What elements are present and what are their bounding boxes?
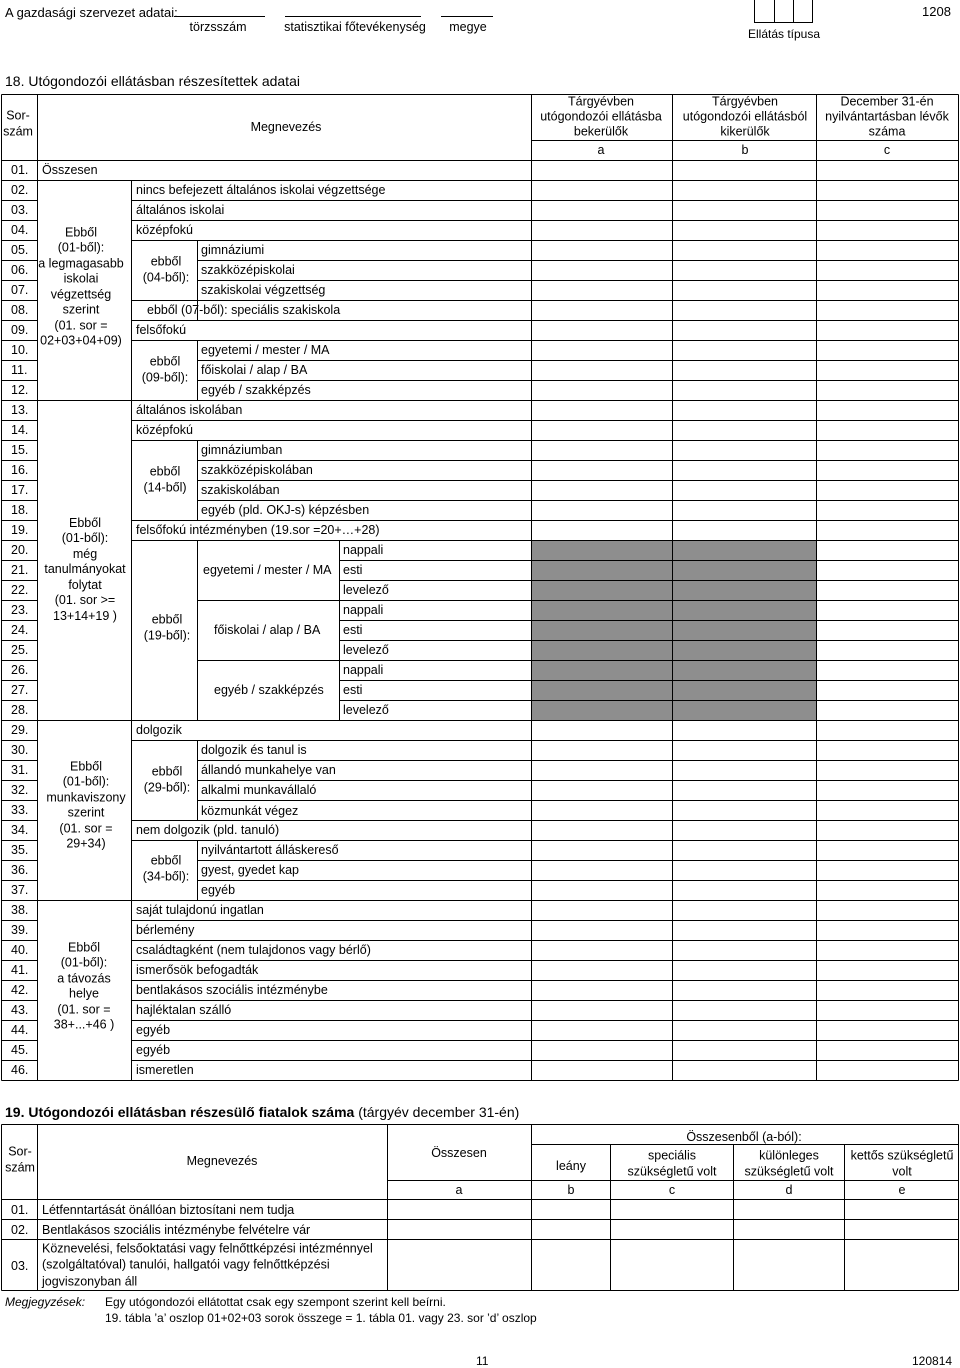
- grp-egyeb: egyéb / szakképzés: [214, 682, 324, 697]
- r06-label: szakközépiskolai: [201, 262, 295, 277]
- t19-row-02-no: 02.: [11, 1222, 29, 1237]
- r34-label: nem dolgozik (pld. tanuló): [136, 822, 280, 837]
- mode-label: esti: [343, 622, 363, 637]
- mode-label: esti: [343, 562, 363, 577]
- form-number: 1208: [922, 4, 951, 19]
- t19-col-e: kettős szükségletű volt: [850, 1148, 954, 1178]
- row-number: 14.: [11, 422, 29, 437]
- ebbol-34: ebből (34-ből):: [142, 853, 190, 883]
- t19-letter-e: e: [898, 1182, 906, 1197]
- r12-label: egyéb / szakképzés: [201, 382, 311, 397]
- row-number: 30.: [11, 742, 29, 757]
- row-number: 29.: [11, 722, 29, 737]
- mode-label: nappali: [343, 542, 384, 557]
- t18-letter-c: c: [883, 142, 891, 157]
- r29-label: dolgozik: [136, 722, 182, 737]
- ebbol-09: ebből (09-ből):: [141, 354, 189, 384]
- row-number: 11.: [11, 362, 28, 377]
- r08-label: ebből (07-ből): speciális szakiskola: [147, 302, 341, 317]
- t19-col-c: speciális szükségletű volt: [627, 1148, 717, 1178]
- row-number: 07.: [11, 282, 29, 297]
- row-number: 42.: [11, 982, 29, 997]
- r36-label: gyest, gyedet kap: [201, 862, 299, 877]
- row-number: 20.: [11, 542, 29, 557]
- r04-label: középfokú: [136, 222, 193, 237]
- row-number: 46.: [11, 1062, 29, 1077]
- t18-col-sor: Sor- szám: [3, 108, 33, 138]
- grp-egyetemi: egyetemi / mester / MA: [203, 562, 332, 577]
- notes-label: Megjegyzések:: [5, 1295, 86, 1309]
- mode-label: levelező: [343, 702, 389, 717]
- group2-label: Ebből (01-ből): még tanulmányokat folytat (01. sor >= 13+14+19 ): [44, 515, 126, 623]
- t19-col-group: Összesenből (a-ból):: [686, 1129, 802, 1144]
- r03-label: általános iskolai: [136, 202, 225, 217]
- r01-osszesen: Összesen: [42, 162, 98, 177]
- row-number: 28.: [11, 702, 29, 717]
- table19-title: 19. Utógondozói ellátásban részesülő fiatalok száma (tárgyév december 31-én): [5, 1104, 520, 1120]
- r37-label: egyéb: [201, 882, 236, 897]
- r09-label: felsőfokú: [136, 322, 187, 337]
- r30-label: dolgozik és tanul is: [201, 742, 307, 757]
- row-number: 41.: [11, 962, 29, 977]
- r43-label: hajléktalan szálló: [136, 1002, 232, 1017]
- r44-label: egyéb: [136, 1022, 171, 1037]
- row-number: 06.: [11, 262, 29, 277]
- r10-label: egyetemi / mester / MA: [201, 342, 330, 357]
- t19-col-d: különleges szükségletű volt: [744, 1148, 834, 1178]
- table18-title: 18. Utógondozói ellátásban részesítettek adatai: [5, 73, 300, 89]
- row-number: 26.: [11, 662, 29, 677]
- r45-label: egyéb: [136, 1042, 171, 1057]
- t19-row-01-label: Létfenntartását önállóan biztosítani nem tudja: [42, 1202, 295, 1217]
- t18-letter-b: b: [741, 142, 749, 157]
- row-number: 04.: [11, 222, 29, 237]
- ellatas-tipusa-label: Ellátás típusa: [747, 27, 821, 41]
- row-number: 21.: [11, 562, 29, 577]
- row-number: 24.: [11, 622, 29, 637]
- r05-label: gimnáziumi: [201, 242, 265, 257]
- group3-label: Ebből (01-ből): munkaviszony szerint (01. sor = 29+34): [46, 759, 126, 851]
- row-number: 32.: [11, 782, 29, 797]
- row-number: 01.: [11, 162, 29, 177]
- r46-label: ismeretlen: [136, 1062, 194, 1077]
- notes-line2: 19. tábla ’a’ oszlop 01+02+03 sorok összege = 1. tábla 01. vagy 23. sor ’d’ oszlop: [105, 1311, 537, 1325]
- mode-label: levelező: [343, 582, 389, 597]
- mode-label: levelező: [343, 642, 389, 657]
- t19-row-03-label: Köznevelési, felsőoktatási vagy felnőttképzési intézménnyel (szolgáltatóval) tanulói, hallgatói vagy felnőttképzési jogviszonyban áll: [42, 1241, 373, 1289]
- r38-label: saját tulajdonú ingatlan: [136, 902, 264, 917]
- row-number: 44.: [11, 1022, 29, 1037]
- row-number: 08.: [11, 302, 29, 317]
- t19-letter-b: b: [567, 1182, 575, 1197]
- r42-label: bentlakásos szociális intézménybe: [136, 982, 328, 997]
- row-number: 36.: [11, 862, 29, 877]
- row-number: 19.: [11, 522, 29, 537]
- r15-label: gimnáziumban: [201, 442, 283, 457]
- t19-col-b: leány: [556, 1158, 586, 1173]
- row-number: 27.: [11, 682, 29, 697]
- r39-label: bérlemény: [136, 922, 195, 937]
- row-number: 10.: [11, 342, 29, 357]
- row-number: 13.: [11, 402, 29, 417]
- row-number: 23.: [11, 602, 29, 617]
- r40-label: családtagként (nem tulajdonos vagy bérlő): [136, 942, 371, 957]
- t18-col-b: Tárgyévben utógondozói ellátásból kikerülők: [682, 94, 808, 139]
- r33-label: közmunkát végez: [201, 803, 299, 818]
- row-number: 35.: [11, 842, 29, 857]
- row-number: 34.: [11, 822, 29, 837]
- r35-label: nyilvántartott álláskereső: [201, 842, 339, 857]
- t19-row-03-no: 03.: [11, 1258, 29, 1273]
- r07-label: szakiskolai végzettség: [201, 282, 326, 297]
- row-number: 40.: [11, 942, 29, 957]
- row-number: 37.: [11, 882, 29, 897]
- r41-label: ismerősök befogadták: [136, 962, 259, 977]
- row-number: 31.: [11, 762, 29, 777]
- row-number: 17.: [11, 482, 29, 497]
- t19-letter-c: c: [668, 1182, 676, 1197]
- row-number: 03.: [11, 202, 29, 217]
- ebbol-04: ebből (04-ből):: [142, 254, 190, 284]
- t18-col-c: December 31-én nyilvántartásban lévők száma: [825, 94, 949, 139]
- group4-label: Ebből (01-ből): a távozás helye (01. sor = 38+...+46 ): [53, 940, 115, 1032]
- r32-label: alkalmi munkavállaló: [201, 782, 317, 797]
- t19-letter-a: a: [455, 1182, 463, 1197]
- t19-letter-d: d: [785, 1182, 793, 1197]
- t19-col-sor: Sor- szám: [5, 1144, 35, 1174]
- t19-col-megnevezes: Megnevezés: [186, 1153, 258, 1168]
- ebbol-19: ebből (19-ből):: [143, 612, 191, 642]
- notes-line1: Egy utógondozói ellátottat csak egy szempont szerint kell beírni.: [105, 1295, 446, 1309]
- mode-label: nappali: [343, 662, 384, 677]
- mode-label: nappali: [343, 602, 384, 617]
- group1-label: Ebből (01-ből): a legmagasabb iskolai végzettség szerint (01. sor = 02+03+04+09): [38, 225, 124, 348]
- t19-col-osszesen: Összesen: [431, 1145, 487, 1160]
- row-number: 16.: [11, 462, 29, 477]
- row-number: 12.: [11, 382, 29, 397]
- row-number: 02.: [11, 182, 29, 197]
- row-number: 18.: [11, 502, 29, 517]
- mode-label: esti: [343, 682, 363, 697]
- t19-row-01-no: 01.: [11, 1202, 29, 1217]
- foteveknyseg-label: statisztikai főtevékenység: [284, 20, 426, 34]
- row-number: 39.: [11, 922, 29, 937]
- t18-letter-a: a: [597, 142, 605, 157]
- r13-label: általános iskolában: [136, 402, 243, 417]
- row-number: 33.: [11, 802, 29, 817]
- row-number: 15.: [11, 442, 29, 457]
- t18-col-megnevezes: Megnevezés: [250, 119, 322, 134]
- page-number: 11: [476, 1354, 489, 1368]
- r19-label: felsőfokú intézményben (19.sor =20+…+28): [136, 522, 380, 537]
- r17-label: szakiskolában: [201, 482, 280, 497]
- row-number: 38.: [11, 902, 29, 917]
- org-label: A gazdasági szervezet adatai:: [5, 5, 178, 20]
- row-number: 09.: [11, 322, 29, 337]
- row-number: 22.: [11, 582, 29, 597]
- megye-label: megye: [449, 20, 487, 34]
- row-number: 05.: [11, 242, 29, 257]
- row-number: 25.: [11, 642, 29, 657]
- row-number: 45.: [11, 1042, 29, 1057]
- grp-foiskolai: főiskolai / alap / BA: [214, 622, 321, 637]
- r18-label: egyéb (pld. OKJ-s) képzésben: [201, 502, 370, 517]
- r31-label: állandó munkahelye van: [201, 762, 336, 777]
- ebbol-29: ebből (29-ből):: [143, 764, 191, 794]
- r11-label: főiskolai / alap / BA: [201, 362, 308, 377]
- row-number: 43.: [11, 1002, 29, 1017]
- r02-label: nincs befejezett általános iskolai végzettsége: [136, 182, 386, 197]
- t18-col-a: Tárgyévben utógondozói ellátásba bekerülők: [540, 94, 662, 139]
- ebbol-14: ebből (14-ből): [143, 464, 187, 494]
- torzsszam-label: törzsszám: [189, 20, 247, 34]
- r14-label: középfokú: [136, 422, 193, 437]
- t19-row-02-label: Bentlakásos szociális intézménybe felvételre vár: [42, 1222, 311, 1237]
- form-code: 120814: [912, 1354, 953, 1368]
- r16-label: szakközépiskolában: [201, 462, 313, 477]
